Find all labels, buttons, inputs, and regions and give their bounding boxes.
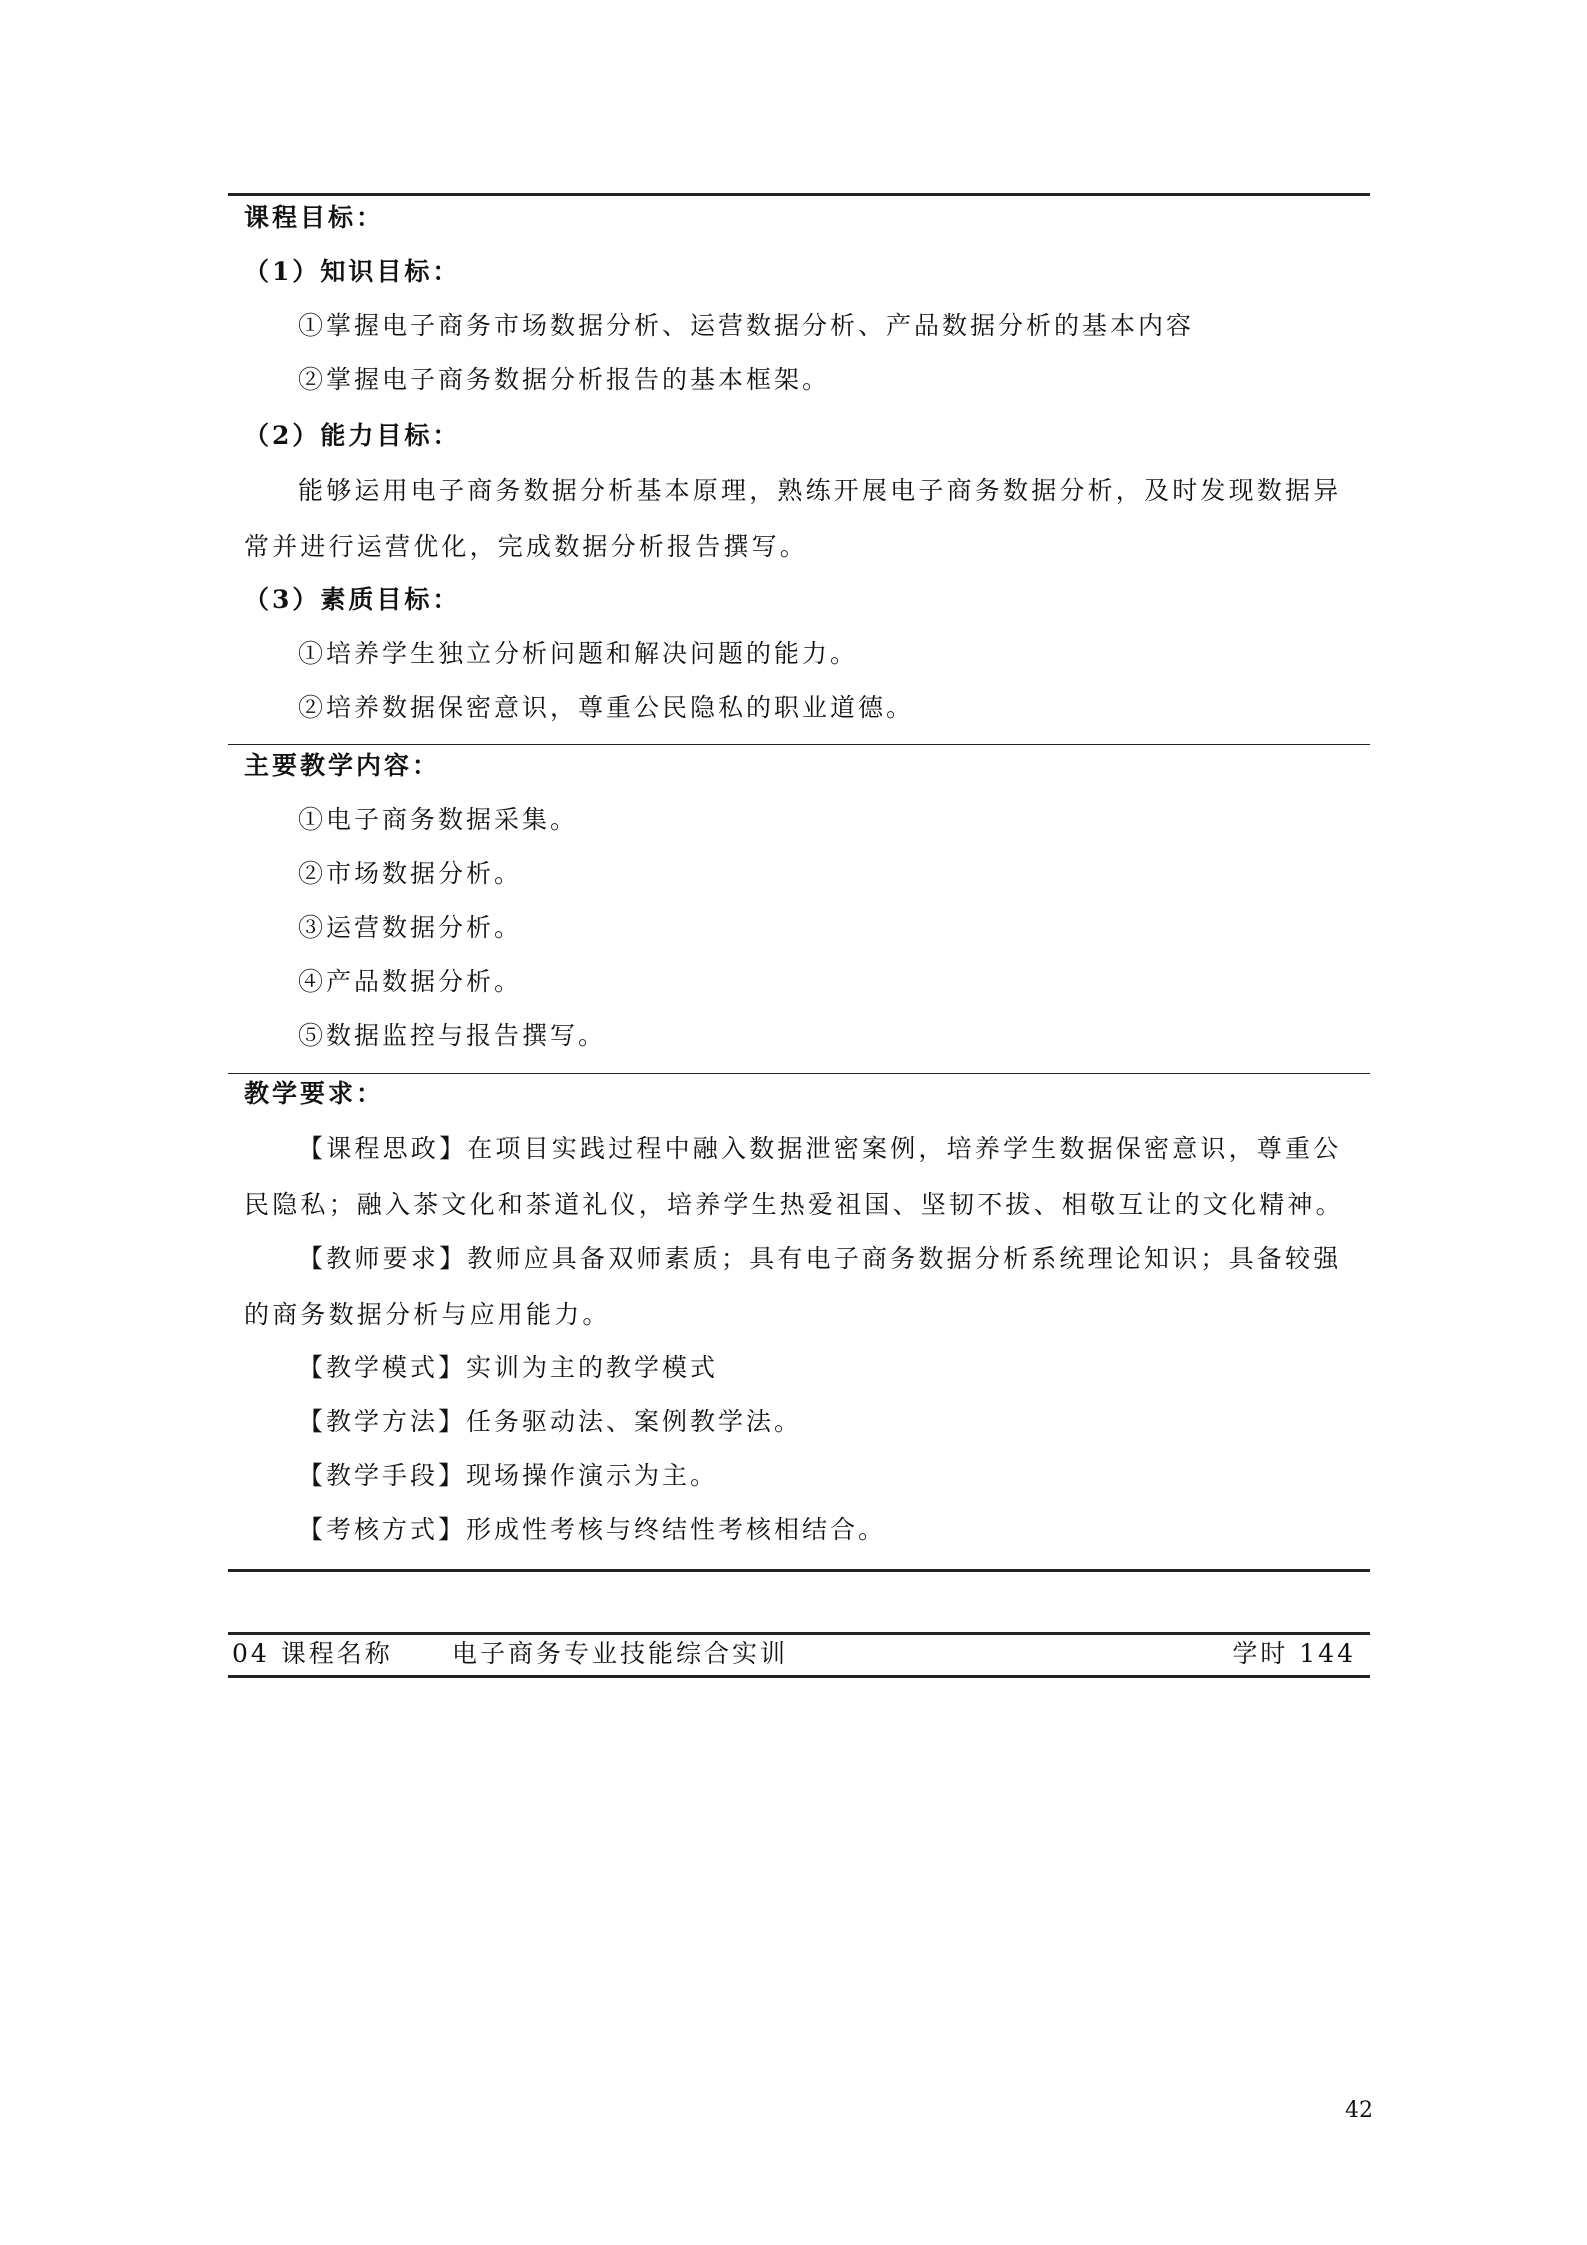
- section-divider-2: [228, 1073, 1370, 1074]
- knowledge-item-2: ②掌握电子商务数据分析报告的基本框架。: [298, 365, 831, 394]
- course-number-label: 04 课程名称: [232, 1639, 393, 1668]
- quality-item-1: ①培养学生独立分析问题和解决问题的能力。: [298, 639, 859, 668]
- course-hours: 学时 144: [1232, 1639, 1356, 1668]
- quality-goal-label: （3）素质目标：: [244, 585, 461, 614]
- teaching-means: 【教学手段】现场操作演示为主。: [298, 1461, 719, 1490]
- content-heading: 主要教学内容：: [244, 751, 441, 780]
- knowledge-item-1: ①掌握电子商务市场数据分析、运营数据分析、产品数据分析的基本内容: [298, 311, 1195, 340]
- ability-goal-label: （2）能力目标：: [244, 421, 461, 450]
- section-divider-1: [228, 744, 1370, 745]
- teaching-mode: 【教学模式】实训为主的教学模式: [298, 1353, 719, 1382]
- content-item-4: ④产品数据分析。: [298, 967, 523, 996]
- ability-goal-text: 能够运用电子商务数据分析基本原理，熟练开展电子商务数据分析，及时发现数据异常并进行运营优化，完成数据分析报告撰写。: [244, 476, 1342, 561]
- teacher-requirement: 【教师要求】教师应具备双师素质；具有电子商务数据分析系统理论知识；具备较强的商务数据分析与应用能力。: [244, 1244, 1342, 1329]
- top-rule: [228, 193, 1370, 196]
- content-item-2: ②市场数据分析。: [298, 859, 523, 888]
- knowledge-goal-label: （1）知识目标：: [244, 257, 461, 286]
- content-item-5: ⑤数据监控与报告撰写。: [298, 1021, 607, 1050]
- content-item-1: ①电子商务数据采集。: [298, 805, 579, 834]
- page-number: 42: [1345, 2098, 1373, 2123]
- requirements-heading: 教学要求：: [244, 1079, 385, 1108]
- course-row-top-rule: [228, 1632, 1370, 1635]
- course-name: 电子商务专业技能综合实训: [452, 1639, 789, 1668]
- teaching-method: 【教学方法】任务驱动法、案例教学法。: [298, 1407, 803, 1436]
- goals-heading: 课程目标：: [244, 203, 385, 232]
- course-row-bottom-rule: [228, 1675, 1370, 1678]
- section-end-rule: [228, 1569, 1370, 1572]
- content-item-3: ③运营数据分析。: [298, 913, 523, 942]
- quality-item-2: ②培养数据保密意识，尊重公民隐私的职业道德。: [298, 693, 915, 722]
- assessment-method: 【考核方式】形成性考核与终结性考核相结合。: [298, 1515, 887, 1544]
- ideology-requirement: 【课程思政】在项目实践过程中融入数据泄密案例，培养学生数据保密意识，尊重公民隐私；融入茶文化和茶道礼仪，培养学生热爱祖国、坚韧不拔、相敬互让的文化精神。: [244, 1134, 1344, 1219]
